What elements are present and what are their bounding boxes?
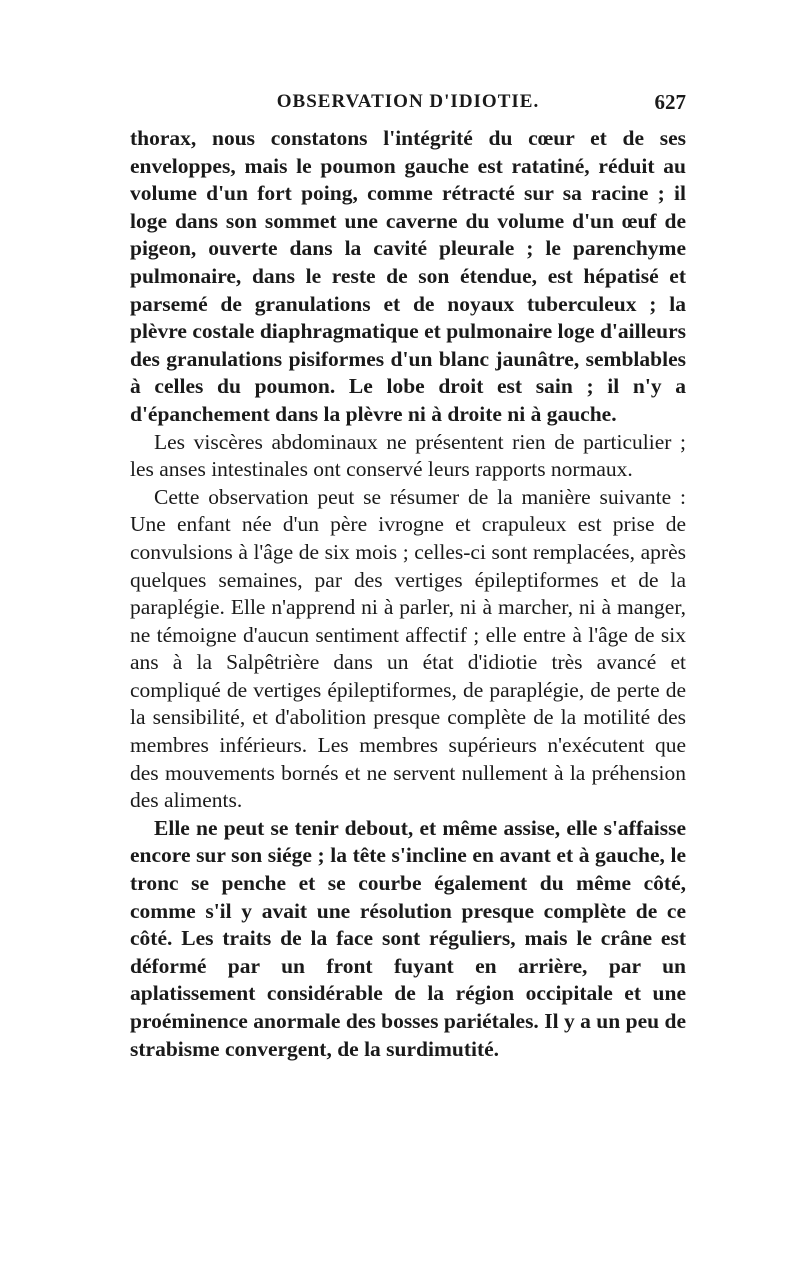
page-number: 627 (654, 90, 686, 114)
paragraph-3: Cette observation peut se résumer de la manière suivante : Une enfant née d'un père ivrogne et crapuleux est prise de convulsions à l'âge de six mois ; celles-ci sont remplacées, après quelques semaines, par des vertiges épileptiformes et de la paraplégie. Elle n'apprend ni à parler, ni à marcher, ni à manger, ne témoigne d'aucun sentiment affectif ; elle entre à l'âge de six ans à la Salpêtrière dans un état d'idiotie très avancé et compliqué de vertiges épileptiformes, de paraplégie, de perte de la sensibilité, et d'abolition presque complète de la motilité des membres inférieurs. Les membres supérieurs n'exécutent que des mouvements bornés et ne servent nullement à la préhension des aliments. (130, 484, 686, 813)
paragraph-2: Les viscères abdominaux ne présentent rien de particulier ; les anses intestinales ont conservé leurs rapports normaux. (130, 429, 686, 482)
paragraph-1: thorax, nous constatons l'intégrité du cœur et de ses enveloppes, mais le poumon gauche est ratatiné, réduit au volume d'un fort poing, comme rétracté sur sa racine ; il loge dans son sommet une caverne du volume d'un œuf de pigeon, ouverte dans la cavité pleurale ; le parenchyme pulmonaire, dans le reste de son étendue, est hépatisé et parsemé de granulations et de noyaux tuberculeux ; la plèvre costale diaphragmatique et pulmonaire loge d'ailleurs des granulations pisiformes d'un blanc jaunâtre, semblables à celles du poumon. Le lobe droit est sain ; il n'y a d'épanchement dans la plèvre ni à droite ni à gauche. (130, 126, 686, 426)
body-text (130, 125, 686, 1063)
running-title: OBSERVATION D'IDIOTIE. (276, 91, 540, 112)
paragraph-4: Elle ne peut se tenir debout, et même assise, elle s'affaisse encore sur son siége ; la tête s'incline en avant et à gauche, le tronc se penche et se courbe également du même côté, comme s'il y avait une résolution presque complète de ce côté. Les traits de la face sont réguliers, mais le crâne est déformé par un front fuyant en arrière, par un aplatissement considérable de la région occipitale et une proéminence anormale des bosses pariétales. Il y a un peu de strabisme convergent, de la surdimutité. (130, 815, 686, 1061)
page-header (130, 86, 686, 118)
